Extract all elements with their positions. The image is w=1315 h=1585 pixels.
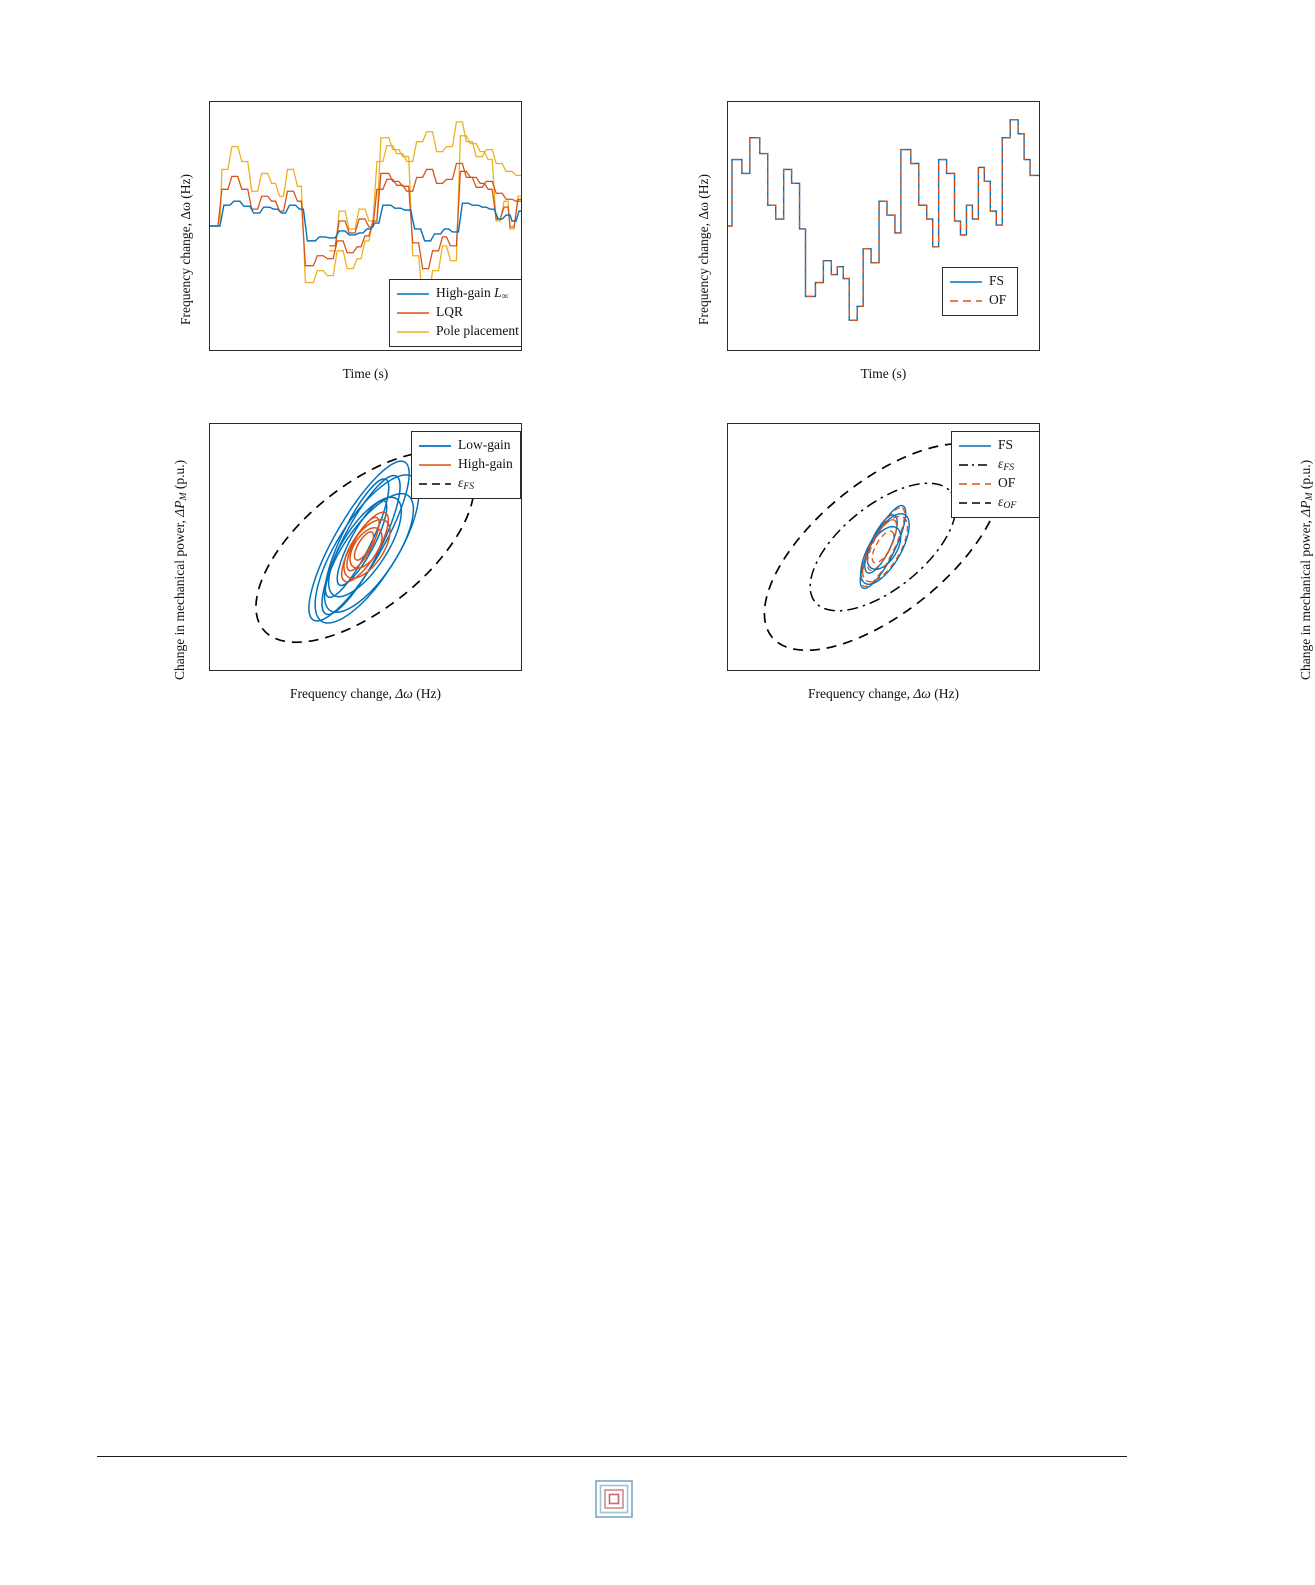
line-swatch-icon: [949, 276, 983, 288]
legend-item: [958, 493, 1032, 512]
nested-squares-logo-icon: [595, 1480, 633, 1518]
legend-top-right: [942, 267, 1018, 316]
figure-top-right: [600, 0, 1160, 400]
line-swatch-icon: [396, 288, 430, 300]
legend-item: [396, 284, 514, 303]
legend-top-left: [389, 279, 522, 347]
legend-label: LQR: [436, 304, 463, 320]
legend-label: OF: [989, 292, 1007, 308]
axis-label-y-top-left: Frequency change, Δω (Hz): [178, 173, 193, 325]
legend-item: [958, 474, 1032, 493]
legend-label: OF: [998, 475, 1016, 491]
line-swatch-icon: [418, 459, 452, 471]
legend-label: $\varepsilon_{FS}$: [458, 474, 475, 492]
dashed-line-swatch-icon: [418, 478, 452, 490]
legend-label: Pole placement: [436, 323, 519, 339]
dashed-line-swatch-icon: [958, 497, 992, 509]
legend-label: FS: [989, 273, 1005, 289]
legend-item: [418, 474, 513, 493]
legend-item: [418, 436, 513, 455]
legend-item: [958, 436, 1032, 455]
legend-item: [418, 455, 513, 474]
axis-label-x-top-right: Time (s): [860, 366, 907, 381]
line-swatch-icon: [418, 440, 452, 452]
line-swatch-icon: [396, 307, 430, 319]
legend-item: [958, 455, 1032, 474]
dashdot-line-swatch-icon: [958, 459, 992, 471]
legend-bottom-right: [951, 431, 1040, 518]
figure-bottom-left: [0, 400, 560, 730]
axis-label-y-bottom-left: Change in mechanical power, $\Delta P_M$ (p.u.): [172, 459, 190, 680]
figure-bottom-right: [600, 400, 1315, 730]
legend-item: [396, 303, 514, 322]
legend-label: High-gain: [458, 456, 513, 472]
figure-top-left: [0, 0, 560, 400]
line-swatch-icon: [958, 440, 992, 452]
legend-item: [396, 322, 519, 341]
dashed-line-swatch-icon: [958, 478, 992, 490]
legend-bottom-left: [411, 431, 521, 499]
legend-item: [949, 272, 1010, 291]
axis-label-x-bottom-left: Frequency change, Δω (Hz): [290, 686, 441, 701]
line-swatch-icon: [396, 326, 430, 338]
axis-label-x-bottom-right: Frequency change, Δω (Hz): [808, 686, 959, 701]
legend-item: [949, 291, 1010, 310]
axis-label-y-top-right: Frequency change, Δω (Hz): [696, 173, 711, 325]
axis-label-y-bottom-right: Change in mechanical power, $\Delta P_M$ (p.u.): [1298, 459, 1315, 680]
legend-label: $\varepsilon_{OF}$: [998, 493, 1017, 511]
legend-label: High-gain $L_\infty$: [436, 284, 509, 302]
footer-divider: [97, 1456, 1127, 1457]
legend-label: $\varepsilon_{FS}$: [998, 455, 1015, 473]
legend-label: FS: [998, 437, 1014, 453]
axis-label-x-top-left: Time (s): [342, 366, 389, 381]
dashed-line-swatch-icon: [949, 295, 983, 307]
legend-label: Low-gain: [458, 437, 511, 453]
